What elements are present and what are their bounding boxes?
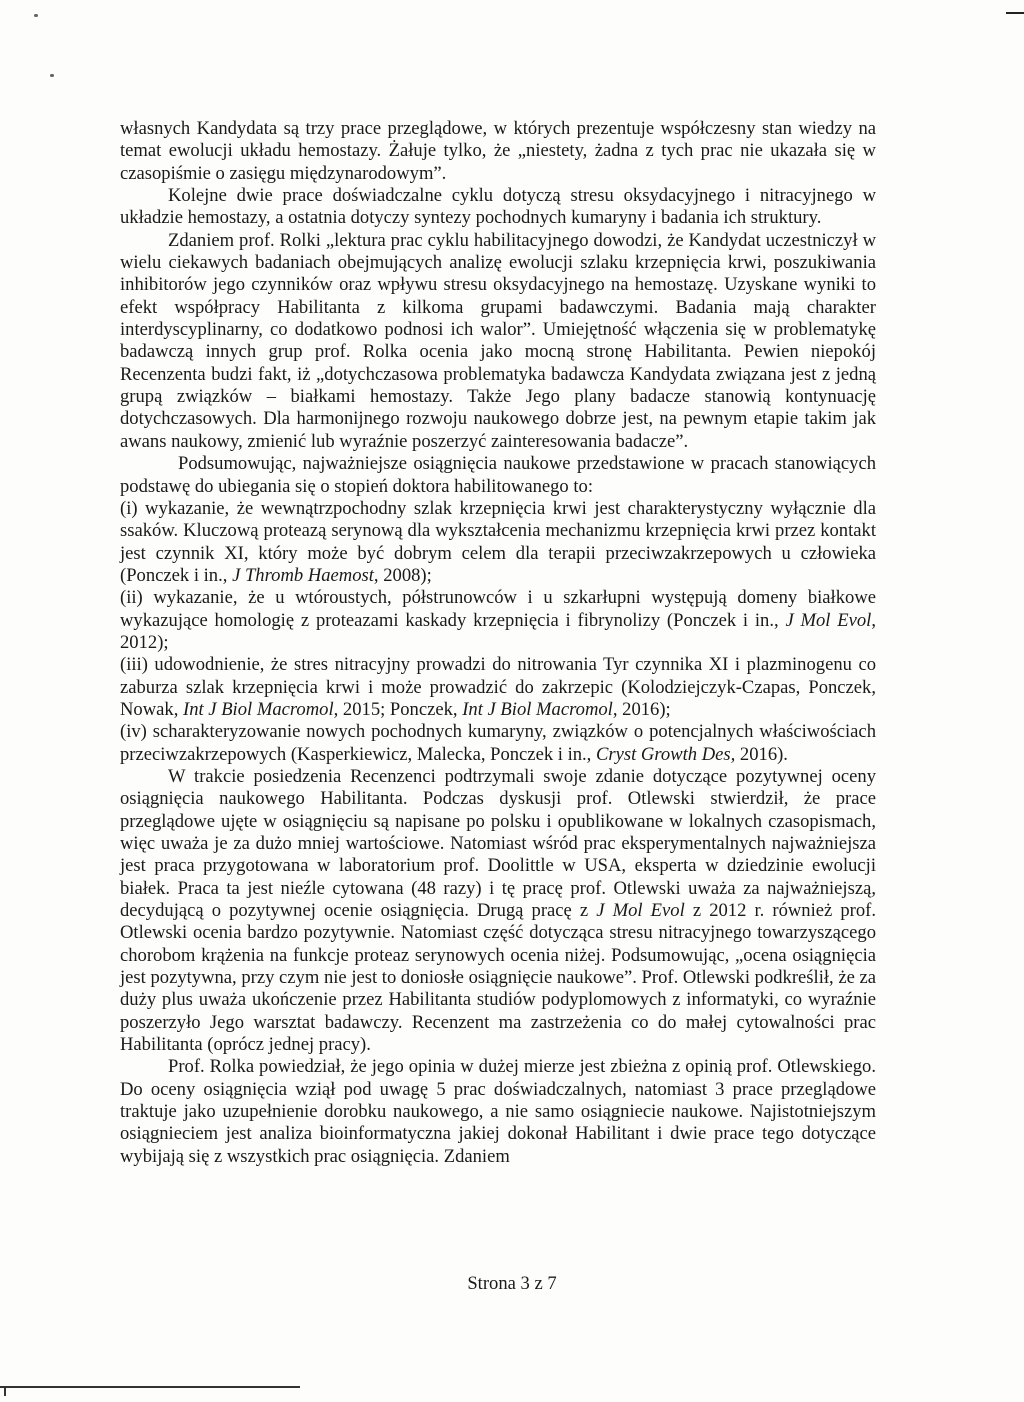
scan-edge-tick	[4, 1386, 6, 1396]
page-number: Strona 3 z 7	[467, 1273, 557, 1294]
achievement-item-iii: (iii) udowodnienie, że stres nitracyjny prowadzi do nitrowania Tyr czynnika XI i plazminogenu co zaburza szlak krzepnięcia krwi i może prowadzić do zakrzepic (Kolodziejczyk-Czapas, Ponczek, Nowak, Int J Biol Macromol, 2015; Ponczek, Int J Biol Macromol, 2016);	[120, 654, 876, 720]
paragraph-review-summary: własnych Kandydata są trzy prace przeglądowe, w których prezentuje współczesny stan wiedzy na temat ewolucji układu hemostazy. Żałuje tylko, że „niestety, żadna z tych prac nie ukazała się w czasopiśmie o zasięgu międzynarodowym”.	[120, 118, 876, 184]
journal-name: Int J Biol Macromol	[462, 698, 613, 720]
journal-name: Cryst Growth Des,	[595, 743, 736, 765]
paragraph-rolka-opinion: Zdaniem prof. Rolki „lektura prac cyklu habilitacyjnego dowodzi, że Kandydat uczestniczył w wielu ciekawych badaniach obejmujących analizę ewolucji szlaku krzepnięcia krwi, poszukiwania inhibitorów jego czynników oraz wpływu stresu oksydacyjnego na hemostazę. Uzyskane wyniki to efekt współpracy Habilitanta z kilkoma grupami badawczymi. Badania mają charakter interdyscyplinarny, co dodatkowo podnosi ich walor”. Umiejętność włączenia się w problematykę badawczą innych grup prof. Rolka ocenia jako mocną stronę Habilitanta. Pewien niepokój Recenzenta budzi fakt, iż „dotychczasowa problematyka badawcza Kandydata związana jest z jedną grupą związków – białkami hemostazy. Także Jego plany badacze stanowią kontynuację dotychczasowych. Dla harmonijnego rozwoju naukowego dobrze jest, na pewnym etapie takim jak awans naukowy, zmienić lub wyraźnie poszerzyć zainteresowania badacze”.	[120, 229, 876, 452]
document-body	[120, 118, 876, 1168]
scan-edge-mark	[1006, 12, 1024, 14]
achievement-item-ii: (ii) wykazanie, że u wtóroustych, półstrunowców i u szkarłupni występują domeny białkowe wykazujące homologię z proteazami kaskady krzepnięcia i fibrynolizy (Ponczek i in., J Mol Evol, 2012);	[120, 587, 876, 653]
achievement-item-i: (i) wykazanie, że wewnątrzpochodny szlak krzepnięcia krwi jest charakterystyczny wyłącznie dla ssaków. Kluczową proteazą serynową dla wykształcenia mechanizmu krzepnięcia krwi przez kontakt jest czynnik XI, który może być dobrym celem dla terapii przeciwzakrzepowych u człowieka (Ponczek i in., J Thromb Haemost, 2008);	[120, 497, 876, 586]
scan-speck	[50, 74, 54, 77]
paragraph-rolka-statement: Prof. Rolka powiedział, że jego opinia w dużej mierze jest zbieżna z opinią prof. Otlewskiego. Do oceny osiągnięcia wziął pod uwagę 5 prac doświadczalnych, natomiast 3 prace przeglądowe traktuje jako uzupełnienie dorobku naukowego, a nie samo osiągniecie naukowe. Najistotniejszym osiągnieciem jest analiza bioinformatyczna jakiej dokonał Habilitant i dwie prace tego dotyczące wybijają się z wszystkich prac osiągnięcia. Zdaniem	[120, 1056, 876, 1167]
journal-name: J Mol Evol	[785, 609, 872, 631]
journal-name: J Mol Evol	[596, 900, 685, 922]
paragraph-experimental-works: Kolejne dwie prace doświadczalne cyklu dotyczą stresu oksydacyjnego i nitracyjnego w układzie hemostazy, a ostatnia dotyczy syntezy pochodnych kumaryny i badania ich struktury.	[120, 185, 876, 229]
scan-speck	[34, 14, 38, 17]
paragraph-achievements-intro: Podsumowując, najważniejsze osiągnięcia naukowe przedstawione w pracach stanowiących podstawę do ubiegania się o stopień doktora habilitowanego to:	[120, 453, 876, 497]
achievement-item-iv: (iv) scharakteryzowanie nowych pochodnych kumaryny, związków o potencjalnych właściwościach przeciwzakrzepowych (Kasperkiewicz, Malecka, Ponczek i in., Cryst Growth Des, 2016).	[120, 721, 876, 765]
scan-edge-line	[0, 1386, 300, 1388]
paragraph-meeting-discussion: W trakcie posiedzenia Recenzenci podtrzymali swoje zdanie dotyczące pozytywnej oceny osiągnięcia naukowego Habilitanta. Podczas dyskusji prof. Otlewski stwierdził, że prace przeglądowe ujęte w osiągnięciu są napisane po polsku i opublikowane w lokalnych czasopismach, więc uważa je za dużo mniej wartościowe. Natomiast wśród prac eksperymentalnych najważniejsza jest praca przygotowana w laboratorium prof. Doolittle w USA, eksperta w dziedzinie ewolucji białek. Praca ta jest nieźle cytowana (48 razy) i tę pracę prof. Otlewski uważa za najważniejszą, decydującą o pozytywnej ocenie osiągnięcia. Drugą pracę z J Mol Evol z 2012 r. również prof. Otlewski ocenia bardzo pozytywnie. Natomiast część dotycząca stresu nitracyjnego towarzyszącego chorobom krążenia na funkcje proteaz serynowych ocenia niżej. Podsumowując, „ocena osiągnięcia jest pozytywna, przy czym nie jest to doniosłe osiągnięcie naukowe”. Prof. Otlewski podkreślił, że za duży plus uważa ukończenie przez Habilitanta studiów podyplomowych z informatyki, co wyraźnie poszerzyło Jego warsztat badawczy. Recenzent ma zastrzeżenia co do małej cytowalności prac Habilitanta (oprócz jednej pracy).	[120, 765, 877, 1056]
journal-name: Int J Biol Macromol	[183, 698, 334, 720]
journal-name: J Thromb Haemost	[232, 564, 374, 586]
